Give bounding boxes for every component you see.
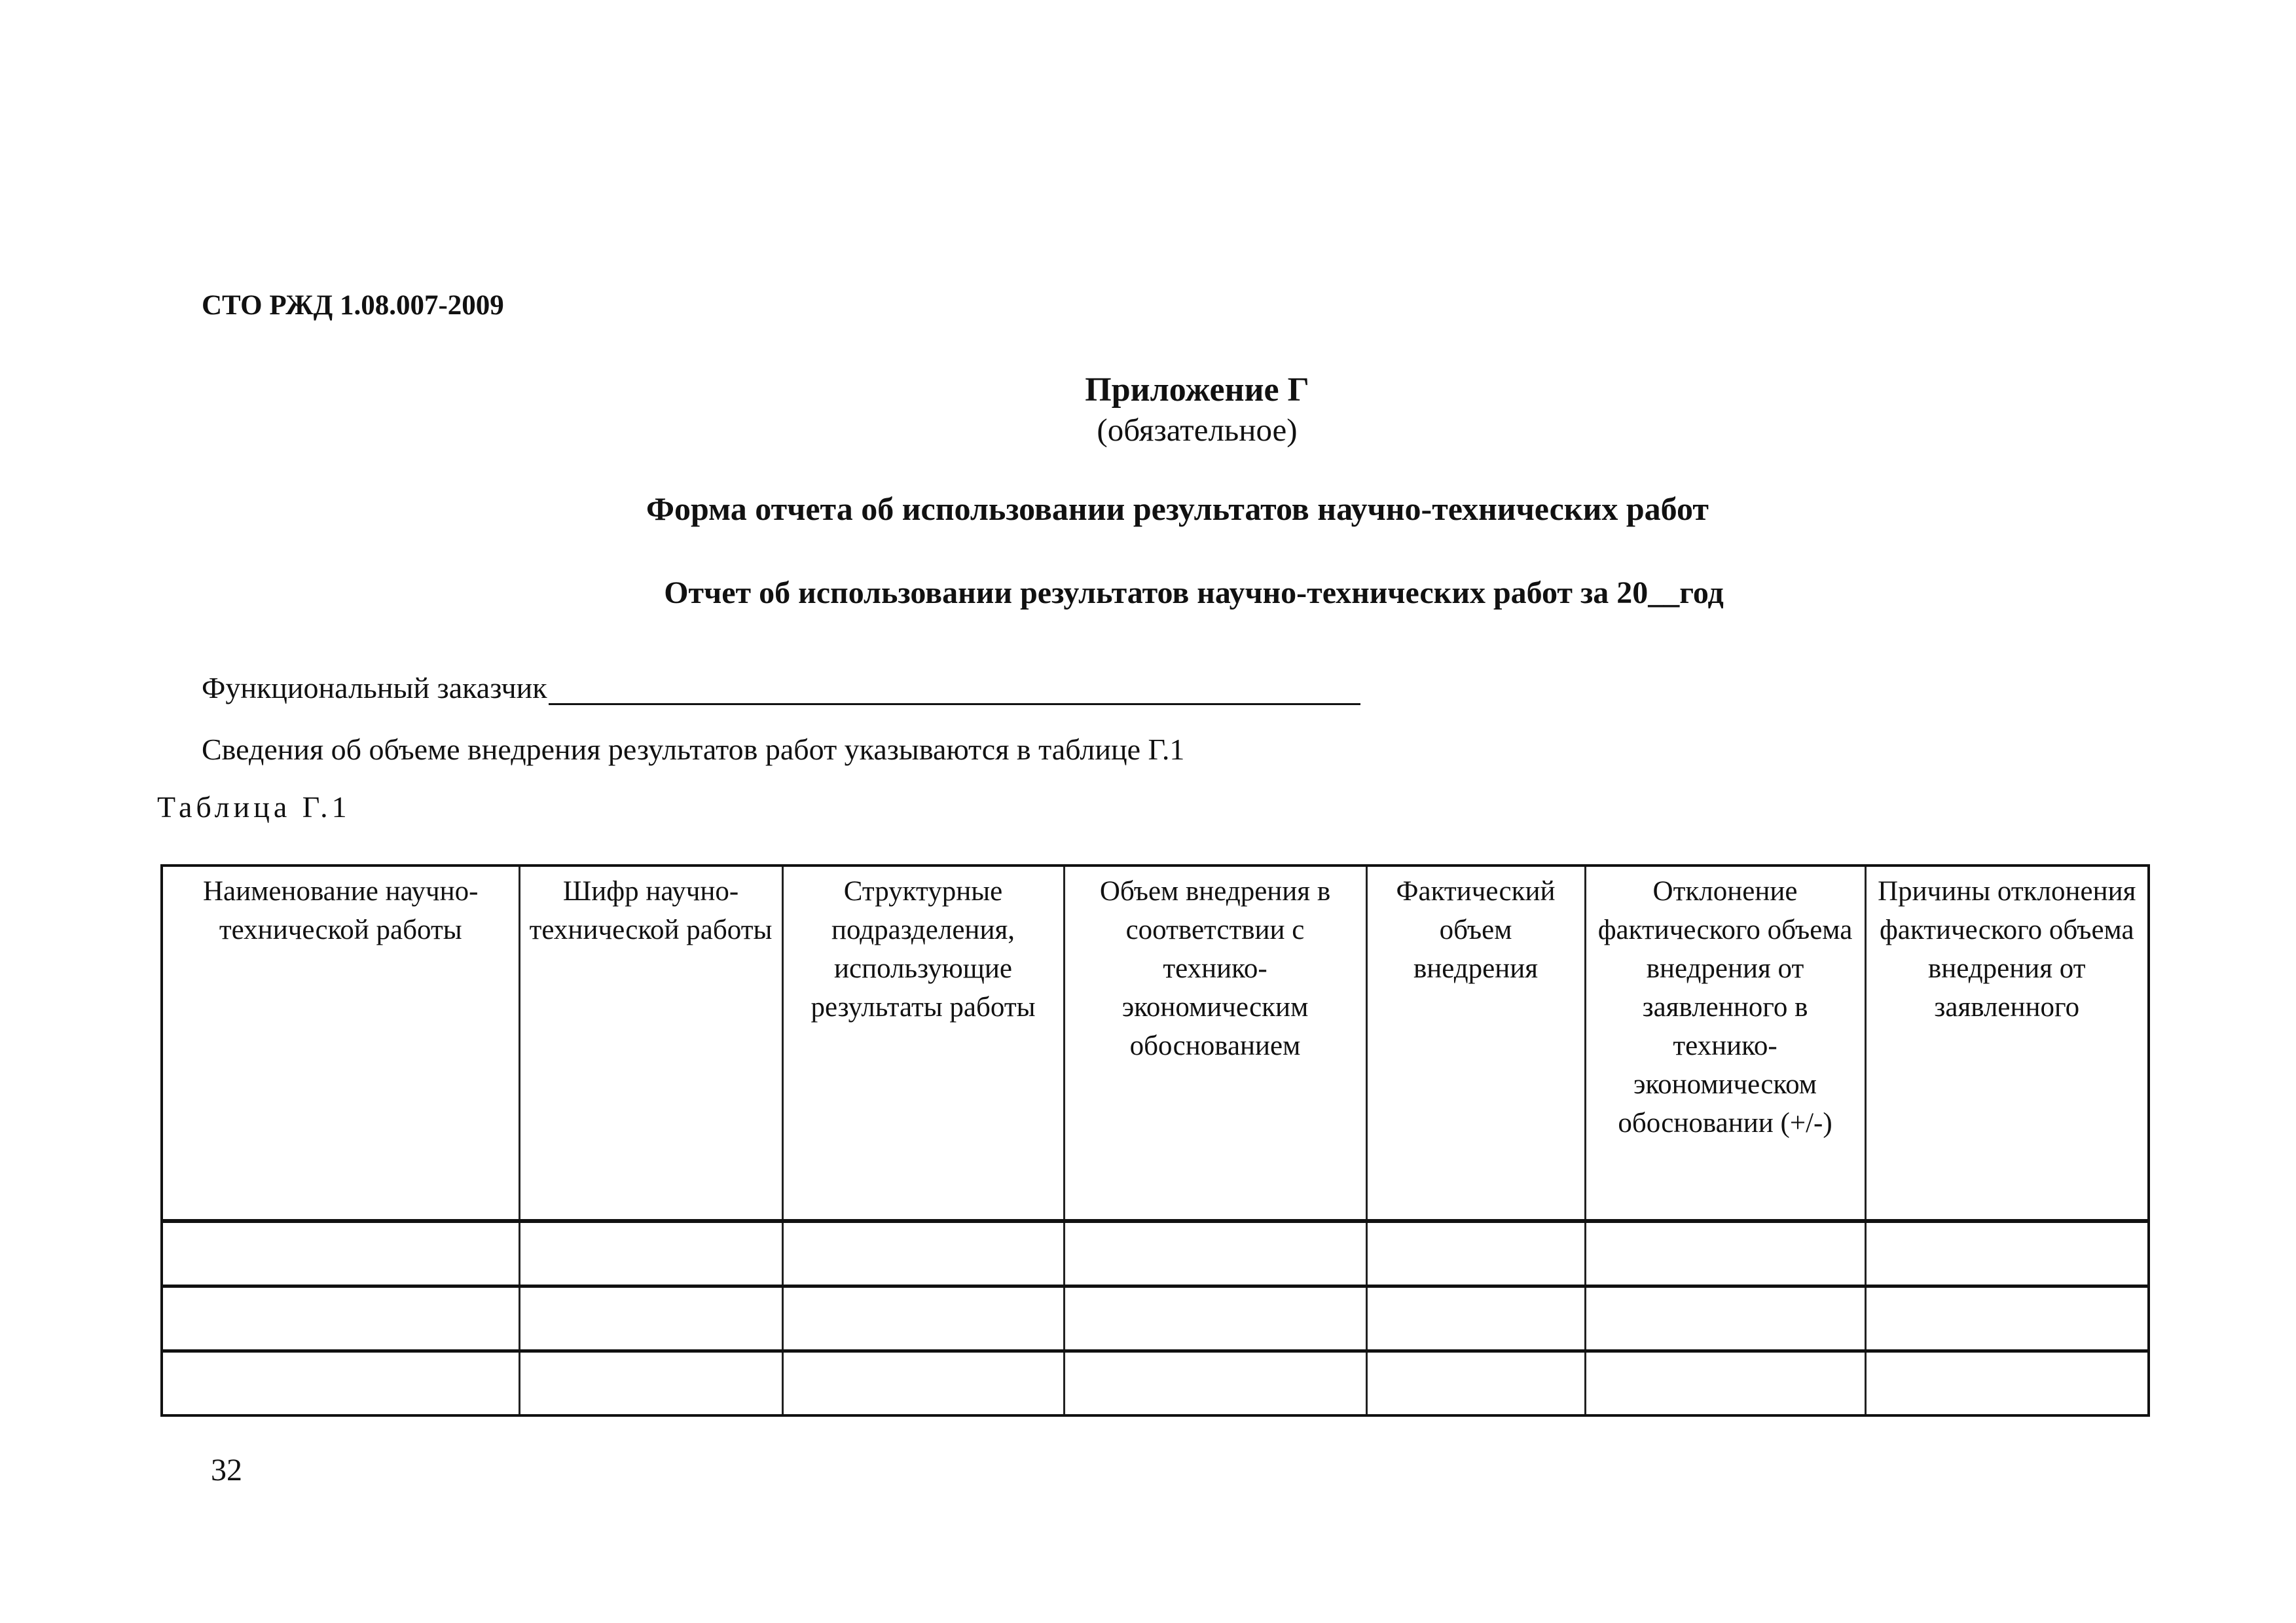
table-cell <box>519 1221 782 1286</box>
table-header-row <box>162 866 2149 1221</box>
table-cell <box>1585 1221 1865 1286</box>
table-cell <box>1064 1351 1366 1416</box>
table-cell <box>162 1221 519 1286</box>
standard-code: СТО РЖД 1.08.007-2009 <box>202 290 504 321</box>
table-cell <box>519 1351 782 1416</box>
table-row <box>162 1286 2149 1351</box>
header-actual-volume: Фактический объем внедрения <box>1366 866 1585 1221</box>
header-work-code: Шифр научно-технической работы <box>519 866 782 1221</box>
table-cell <box>162 1351 519 1416</box>
form-title: Форма отчета об использовании результатов научно-технических работ <box>646 490 1709 527</box>
table-caption: Таблица Г.1 <box>157 790 351 824</box>
customer-label: Функциональный заказчик <box>202 671 547 704</box>
page-number: 32 <box>211 1453 242 1487</box>
header-deviation-reasons: Причины отклонения фактического объема внедрения от заявленного <box>1865 866 2149 1221</box>
customer-field <box>202 669 1360 705</box>
table-cell <box>1865 1286 2149 1351</box>
header-planned-volume: Объем внедрения в соответствии с технико-экономическим обоснованием <box>1064 866 1366 1221</box>
appendix-title: Приложение Г <box>1085 371 1309 409</box>
table-cell <box>1585 1351 1865 1416</box>
table-cell <box>519 1286 782 1351</box>
table-cell <box>162 1286 519 1351</box>
implementation-table <box>160 864 2150 1417</box>
header-departments: Структурные подразделения, использующие результаты работы <box>782 866 1064 1221</box>
table-cell <box>1366 1221 1585 1286</box>
table-row <box>162 1351 2149 1416</box>
table-cell <box>1585 1286 1865 1351</box>
table-cell <box>1366 1286 1585 1351</box>
header-work-name: Наименование научно-технической работы <box>162 866 519 1221</box>
table-cell <box>1865 1221 2149 1286</box>
customer-blank-line <box>549 669 1360 705</box>
table-cell <box>782 1286 1064 1351</box>
table-cell <box>1865 1351 2149 1416</box>
table-row <box>162 1221 2149 1286</box>
info-line: Сведения об объеме внедрения результатов работ указываются в таблице Г.1 <box>202 733 1185 766</box>
table-cell <box>1366 1351 1585 1416</box>
header-deviation: Отклонение фактического объема внедрения от заявленного в технико-экономическом обосновании (+/-) <box>1585 866 1865 1221</box>
table-cell <box>782 1351 1064 1416</box>
table-cell <box>1064 1286 1366 1351</box>
table-cell <box>1064 1221 1366 1286</box>
appendix-status: (обязательное) <box>1097 412 1298 448</box>
table-cell <box>782 1221 1064 1286</box>
report-title: Отчет об использовании результатов научно-технических работ за 20__год <box>664 575 1724 610</box>
